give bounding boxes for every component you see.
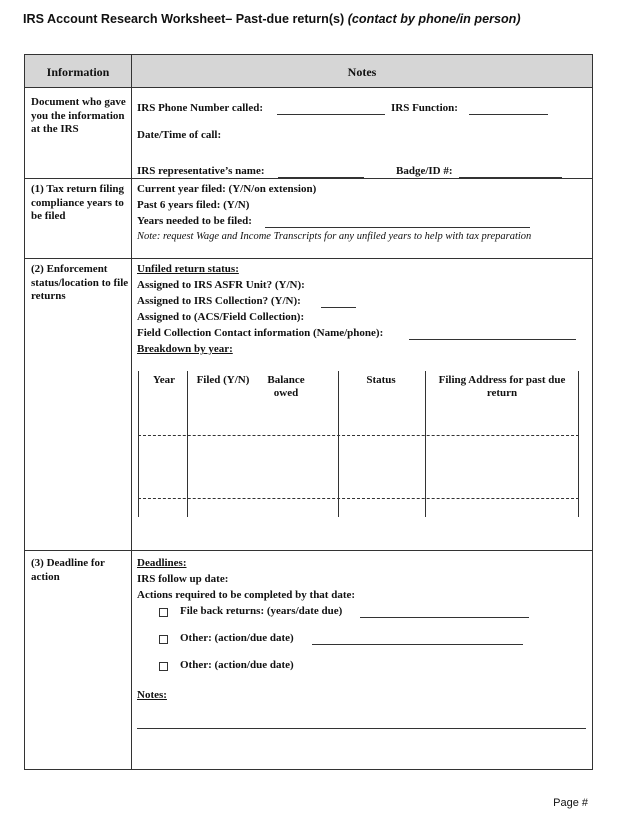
- other-1-field[interactable]: [312, 644, 523, 645]
- title-main: IRS Account Research Worksheet– Past-due return(s): [23, 12, 345, 26]
- action-item-other-1: Other: (action/due date): [180, 632, 294, 644]
- years-needed-label: Years needed to be filed:: [137, 215, 252, 227]
- col-status: Status: [366, 374, 396, 386]
- unfiled-status-heading: Unfiled return status:: [137, 263, 239, 275]
- grid-dashed-line: [138, 435, 579, 436]
- col-filed: Filed (Y/N): [196, 374, 250, 386]
- grid-vline: [187, 371, 188, 517]
- row-divider: [25, 178, 592, 179]
- notes-heading: Notes:: [137, 689, 167, 701]
- notes-field[interactable]: [137, 728, 586, 729]
- asfr-label: Assigned to IRS ASFR Unit? (Y/N):: [137, 279, 305, 291]
- checkbox[interactable]: [159, 662, 168, 671]
- irs-function-label: IRS Function:: [391, 102, 458, 114]
- column-divider: [131, 55, 132, 769]
- actions-label: Actions required to be completed by that date:: [137, 589, 356, 601]
- action-item-other-2: Other: (action/due date): [180, 659, 294, 671]
- grid-dashed-line: [138, 498, 579, 499]
- action-item-file-back: File back returns: (years/date due): [180, 605, 343, 617]
- deadlines-heading: Deadlines:: [137, 557, 187, 569]
- field-contact-label: Field Collection Contact information (Name/phone):: [137, 327, 384, 339]
- checkbox[interactable]: [159, 608, 168, 617]
- col-year: Year: [153, 374, 175, 386]
- rep-name-label: IRS representative’s name:: [137, 165, 265, 177]
- col-filing-address: Filing Address for past due return: [438, 374, 566, 399]
- transcript-note: Note: request Wage and Income Transcripts for any unfiled years to help with tax preparation: [137, 231, 532, 242]
- rep-name-field[interactable]: [278, 177, 364, 178]
- followup-label: IRS follow up date:: [137, 573, 229, 585]
- worksheet-table: [24, 54, 593, 770]
- title-sub: (contact by phone/in person): [347, 12, 521, 26]
- grid-vline: [578, 371, 579, 517]
- datetime-label: Date/Time of call:: [137, 129, 222, 141]
- collection-label: Assigned to IRS Collection? (Y/N):: [137, 295, 301, 307]
- badge-label: Badge/ID #:: [396, 165, 453, 177]
- past6-label: Past 6 years filed: (Y/N): [137, 199, 250, 211]
- field-contact-field[interactable]: [409, 339, 576, 340]
- years-needed-field[interactable]: [265, 227, 530, 228]
- page-title: [23, 12, 521, 26]
- table-header: [25, 55, 592, 88]
- header-notes: Notes: [347, 65, 377, 79]
- phone-called-label: IRS Phone Number called:: [137, 102, 263, 114]
- col-balance: Balance owed: [267, 374, 305, 399]
- row-label-deadline: (3) Deadline for action: [31, 557, 105, 583]
- acs-label: Assigned to (ACS/Field Collection):: [137, 311, 305, 323]
- phone-called-field[interactable]: [277, 114, 385, 115]
- row-divider: [25, 550, 592, 551]
- collection-field[interactable]: [321, 307, 356, 308]
- page-number: Page #: [553, 797, 588, 809]
- irs-function-field[interactable]: [469, 114, 548, 115]
- row-label-enforcement: (2) Enforcement status/location to file returns: [31, 263, 129, 302]
- grid-vline: [338, 371, 339, 517]
- header-information: Information: [46, 65, 110, 79]
- grid-vline: [138, 371, 139, 517]
- file-back-field[interactable]: [360, 617, 529, 618]
- breakdown-heading: Breakdown by year:: [137, 343, 233, 355]
- current-year-label: Current year filed: (Y/N/on extension): [137, 183, 317, 195]
- checkbox[interactable]: [159, 635, 168, 644]
- row-divider: [25, 258, 592, 259]
- grid-vline: [425, 371, 426, 517]
- row-label-contact: Document who gave you the information at the IRS: [31, 96, 126, 135]
- row-label-compliance: (1) Tax return filing compliance years to be filed: [31, 183, 125, 222]
- badge-field[interactable]: [459, 177, 562, 178]
